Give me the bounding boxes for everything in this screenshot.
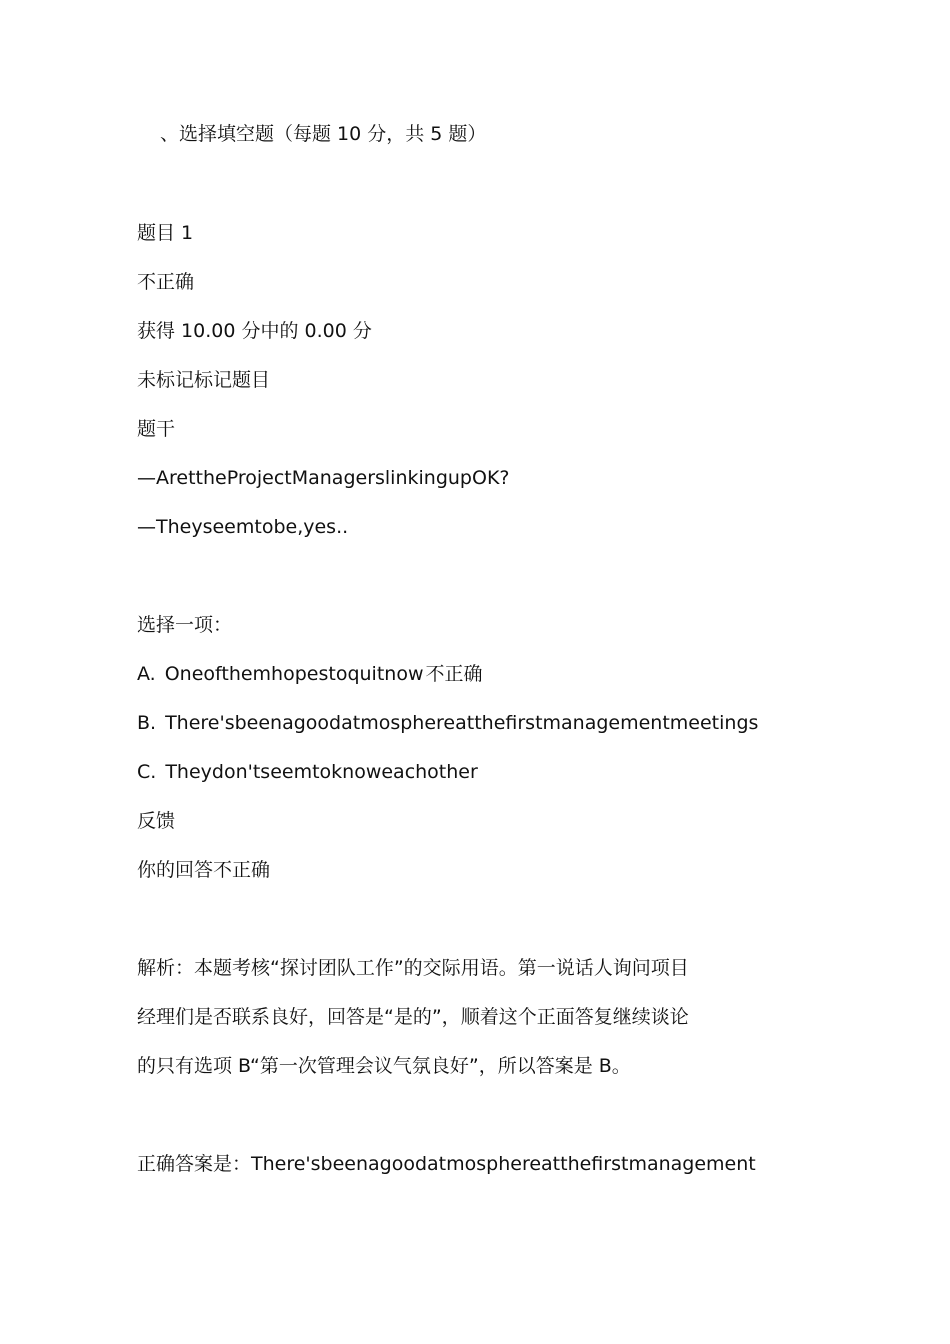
section-heading: 、选择填空题（每题 10 分，共 5 题） [160, 123, 487, 145]
flag-question-link[interactable]: 未标记标记题目 [137, 369, 271, 391]
choose-prompt: 选择一项： [137, 614, 233, 636]
analysis-line-1: 解析：本题考核“探讨团队工作”的交际用语。第一说话人询问项目 [137, 957, 689, 979]
question-score: 获得 10.00 分中的 0.00 分 [137, 320, 372, 342]
dialogue-line-1: —ArettheProjectManagerslinkingupOK? [137, 467, 510, 489]
option-letter: A. [137, 663, 156, 685]
feedback-result: 你的回答不正确 [137, 859, 271, 881]
question-status: 不正确 [137, 271, 195, 293]
option-text: There'sbeenagoodatmosphereatthefirstmanagementmeetings [165, 712, 759, 734]
option-letter: C. [137, 761, 157, 783]
option-b[interactable] [137, 710, 758, 736]
option-text: Theydon'tseemtoknoweachother [165, 761, 478, 783]
feedback-label: 反馈 [137, 810, 176, 832]
analysis-line-3: 的只有选项 B“第一次管理会议气氛良好”，所以答案是 B。 [137, 1055, 631, 1077]
option-c[interactable] [137, 759, 478, 785]
option-letter: B. [137, 712, 157, 734]
stem-label: 题干 [137, 418, 176, 440]
incorrect-mark: 不正确 [425, 663, 483, 685]
question-number: 题目 1 [137, 222, 194, 244]
option-a[interactable] [137, 661, 483, 687]
dialogue-line-2: —Theyseemtobe,yes.. [137, 516, 349, 538]
option-text: Oneofthemhopestoquitnow [164, 663, 424, 685]
analysis-line-2: 经理们是否联系良好，回答是“是的”，顺着这个正面答复继续谈论 [137, 1006, 689, 1028]
correct-answer: 正确答案是：There'sbeenagoodatmosphereatthefirstmanagement [137, 1153, 756, 1175]
